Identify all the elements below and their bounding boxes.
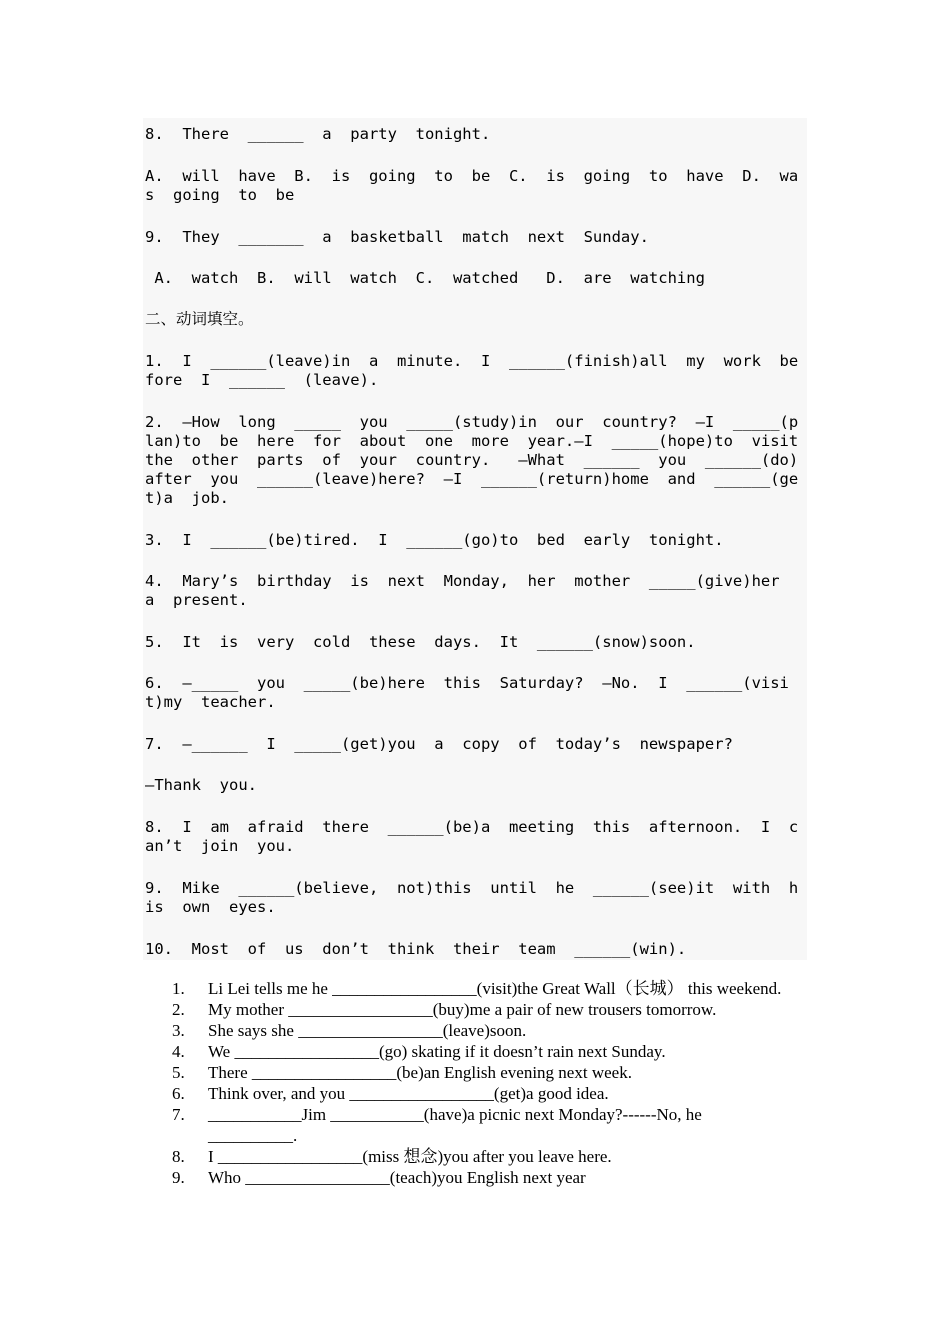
- list-item-text: There _________________(be)an English evening next week.: [208, 1063, 632, 1082]
- fill-item-1: 1. I ______(leave)in a minute. I ______(finish)all my work before I ______ (leave).: [145, 352, 799, 389]
- fill-item-3: 3. I ______(be)tired. I ______(go)to bed early tonight.: [145, 531, 724, 549]
- fill-item-9: 9. Mike ______(believe, not)this until he ______(see)it with his own eyes.: [145, 879, 799, 916]
- fill-item-7-reply: —Thank you.: [145, 776, 257, 794]
- fill-item-2: 2. —How long _____ you _____(study)in our country? —I _____(plan)to be here for about one more year.—I _____(hope)to visit the other parts of your country. —What ______ you ______(do)after you ______(leave)here? —I ______(return)home and ______(get)a job.: [145, 413, 817, 507]
- list-item: [172, 999, 792, 1020]
- list-item-number: 4.: [172, 1042, 185, 1061]
- list-item-number: 7.: [172, 1105, 185, 1124]
- list-item-text: We _________________(go) skating if it doesn’t rain next Sunday.: [208, 1042, 666, 1061]
- list-item: [172, 1146, 792, 1167]
- serif-numbered-list: [172, 978, 792, 1188]
- mc-question-8-options: A. will have B. is going to be C. is going to have D. was going to be: [145, 167, 799, 204]
- list-item-number: 1.: [172, 979, 185, 998]
- list-item-text: She says she _________________(leave)soon.: [208, 1021, 527, 1040]
- fill-item-5: 5. It is very cold these days. It ______(snow)soon.: [145, 633, 696, 651]
- list-item-number: 6.: [172, 1084, 185, 1103]
- list-item-text: I _________________(miss 想念)you after you leave here.: [208, 1147, 612, 1166]
- list-item: [172, 978, 792, 999]
- list-item-number: 3.: [172, 1021, 185, 1040]
- list-item-text: Li Lei tells me he _________________(visit)the Great Wall（长城） this weekend.: [208, 979, 782, 998]
- fill-item-10: 10. Most of us don’t think their team ______(win).: [145, 940, 687, 958]
- list-item: [172, 1104, 792, 1146]
- list-item: [172, 1083, 792, 1104]
- mc-question-9-options: A. watch B. will watch C. watched D. are watching: [145, 269, 705, 287]
- list-item: [172, 1041, 792, 1062]
- list-item-text: Think over, and you _________________(get)a good idea.: [208, 1084, 609, 1103]
- mc-question-8-stem: 8. There ______ a party tonight.: [145, 125, 491, 143]
- fill-item-8: 8. I am afraid there ______(be)a meeting this afternoon. I can’t join you.: [145, 818, 799, 855]
- section-2-title: 二、动词填空。: [145, 310, 254, 328]
- list-item: [172, 1062, 792, 1083]
- list-item: [172, 1020, 792, 1041]
- list-item-number: 2.: [172, 1000, 185, 1019]
- list-item-text: Who _________________(teach)you English next year: [208, 1168, 586, 1187]
- fill-item-6: 6. —_____ you _____(be)here this Saturday? —No. I ______(visit)my teacher.: [145, 674, 789, 711]
- list-item-text: ___________Jim ___________(have)a picnic next Monday?------No, he __________.: [208, 1105, 702, 1145]
- list-item-number: 9.: [172, 1168, 185, 1187]
- list-item-text: My mother _________________(buy)me a pair of new trousers tomorrow.: [208, 1000, 717, 1019]
- list-item: [172, 1167, 792, 1188]
- mc-question-9-stem: 9. They _______ a basketball match next Sunday.: [145, 228, 649, 246]
- fill-item-7: 7. —______ I _____(get)you a copy of today’s newspaper?: [145, 735, 733, 753]
- list-item-number: 8.: [172, 1147, 185, 1166]
- list-item-number: 5.: [172, 1063, 185, 1082]
- fill-item-4: 4. Mary’s birthday is next Monday, her mother _____(give)her a present.: [145, 572, 799, 609]
